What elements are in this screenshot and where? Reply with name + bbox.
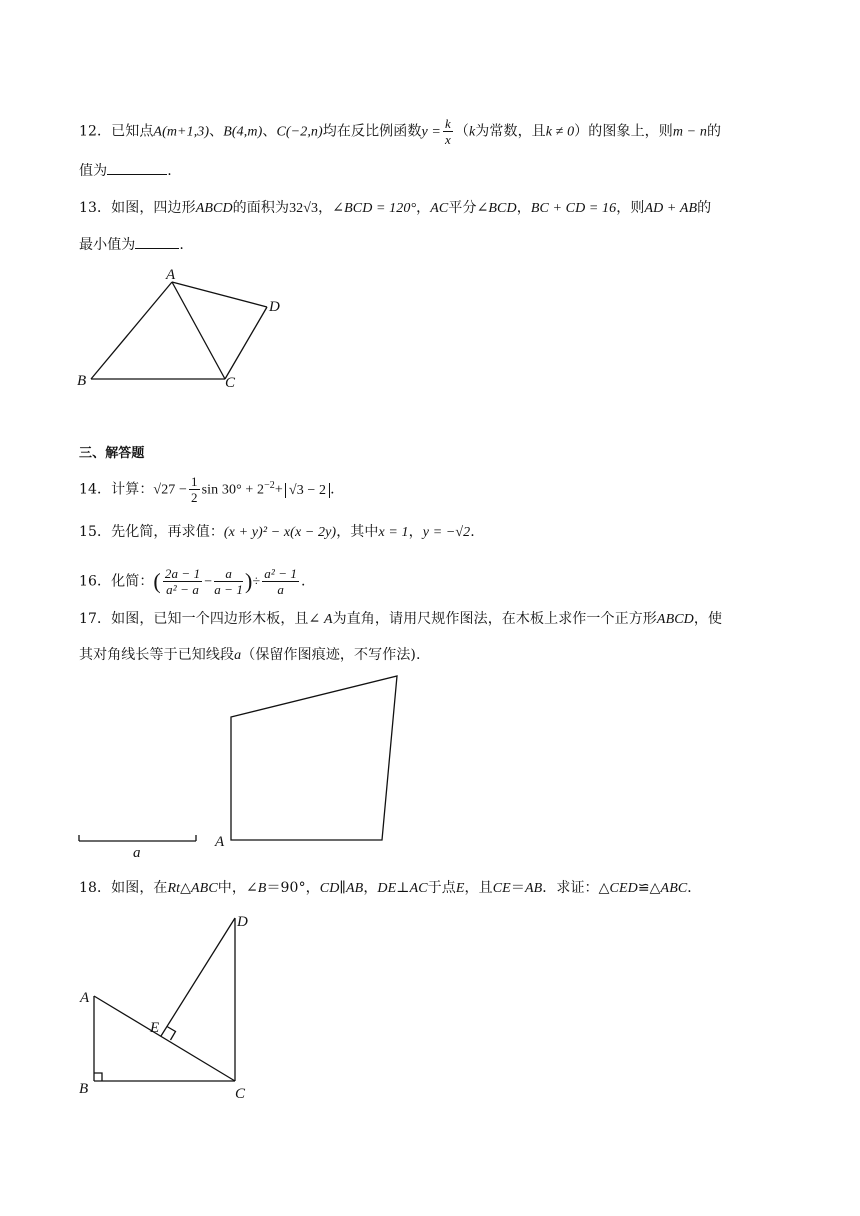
q12-text: 值为 xyxy=(79,163,108,179)
q18-ced: CED xyxy=(609,881,638,896)
section-heading: 三、解答题 xyxy=(79,446,145,461)
q12-line2 xyxy=(79,160,172,182)
q12-text: . xyxy=(167,163,172,179)
label-d: D xyxy=(237,914,248,930)
q12-text: （ xyxy=(454,123,469,140)
q16-f3-num: a² − 1 xyxy=(264,566,298,581)
q18-abc: ABC xyxy=(660,881,688,896)
q18-text: ＝ xyxy=(510,880,525,896)
q13-text: . xyxy=(179,237,184,253)
segment-ac xyxy=(94,996,235,1081)
label-segment-a: a xyxy=(133,845,141,860)
q16-text: 16．化简： xyxy=(79,573,154,590)
q17-text: 其对角线长等于已知线段 xyxy=(79,647,235,663)
q18-ac: AC xyxy=(409,881,428,896)
q13-text: ，则 xyxy=(616,200,645,216)
right-angle-mark-e xyxy=(167,1027,176,1041)
label-a: A xyxy=(215,834,225,850)
q13-text: 13．如图，四边形 xyxy=(79,200,196,216)
q18-text: ＝90°， xyxy=(266,880,320,896)
q18-cd: CD∥AB xyxy=(319,881,364,896)
segment-ac xyxy=(172,282,225,379)
q12-frac-den: x xyxy=(444,132,451,147)
q12-line1 xyxy=(79,116,721,147)
q18-text: ，且 xyxy=(464,880,493,896)
q12-point-c: C(−2,n) xyxy=(276,124,323,140)
q13-quad: ABCD xyxy=(195,201,233,216)
q18-ce: CE xyxy=(492,881,511,896)
q16-f1-num: 2a − 1 xyxy=(164,566,201,581)
q15-text: ， xyxy=(408,524,423,540)
q12-text: 的 xyxy=(706,123,722,140)
q14-text: . xyxy=(330,481,335,498)
q12-text: 为常数，且 xyxy=(475,123,546,140)
q12-k: k xyxy=(468,124,476,140)
q18-text: 18．如图，在 xyxy=(79,880,168,896)
q12-point-b: B(4,m) xyxy=(223,124,263,140)
q15-expression: (x + y)² − x(x − 2y) xyxy=(223,525,337,540)
label-d: D xyxy=(269,299,280,315)
q18-text: ， xyxy=(363,880,378,896)
label-c: C xyxy=(225,375,236,391)
right-paren: ) xyxy=(245,568,253,594)
q17-text: ，使 xyxy=(693,611,723,627)
q18-ab: AB xyxy=(524,881,543,896)
label-b: B xyxy=(79,1081,89,1097)
label-a: A xyxy=(80,990,90,1006)
segment-ab xyxy=(91,282,172,379)
q12-fraction xyxy=(443,116,453,147)
q16-minus: − xyxy=(204,574,213,590)
q16-f2-den: a − 1 xyxy=(214,582,244,597)
q17-text: 17．如图，已知一个四边形木板，且 xyxy=(79,611,309,627)
q14-fraction xyxy=(189,474,200,505)
q17-text: （保留作图痕迹，不写作法). xyxy=(241,647,421,663)
q15-text: ，其中 xyxy=(336,524,379,540)
q18-text: ⊥ xyxy=(396,880,410,896)
q18-text: ．求证：△ xyxy=(542,880,610,896)
label-b: B xyxy=(77,373,87,389)
q12-expression: m − n xyxy=(672,124,707,140)
q13-line1 xyxy=(79,197,711,220)
q18-text: ． xyxy=(687,880,702,896)
q13-figure xyxy=(70,262,300,392)
q15-text: . xyxy=(470,524,475,540)
q13-line2 xyxy=(79,234,184,256)
label-a: A xyxy=(166,267,176,283)
q15-x-value: x = 1 xyxy=(378,525,409,540)
q13-adab: AD + AB xyxy=(644,201,698,216)
q18-de: DE xyxy=(377,881,397,896)
q17-figure xyxy=(70,670,410,860)
segment-de xyxy=(161,918,235,1036)
label-e: E xyxy=(150,1020,160,1036)
q14-exponent: −2 xyxy=(264,479,275,491)
left-paren: ( xyxy=(153,568,161,594)
q12-point-a: A(m+1,3) xyxy=(153,124,210,140)
q15-y-value: y = −√2 xyxy=(422,525,471,540)
q18-text: 中， xyxy=(217,880,246,896)
q13-text: 最小值为 xyxy=(79,237,136,253)
q14-line xyxy=(79,474,335,505)
q17-line2 xyxy=(79,644,421,667)
q18-text: 于点 xyxy=(427,880,456,896)
q18-triangle: Rt△ABC xyxy=(167,881,218,896)
q18-line xyxy=(79,877,701,900)
q15-line xyxy=(79,521,475,544)
q16-fraction-3 xyxy=(262,566,299,597)
q13-text: 平分 xyxy=(448,200,477,216)
right-angle-mark-b xyxy=(94,1073,102,1081)
q16-line xyxy=(79,566,306,597)
q13-area: 32√3 xyxy=(289,201,319,216)
q18-angle-b: ∠B xyxy=(245,881,267,896)
quadrilateral-board xyxy=(231,676,397,840)
q16-text: . xyxy=(301,573,306,590)
q18-e: E xyxy=(455,881,465,896)
q13-text: ， xyxy=(318,200,333,216)
q12-text: 、 xyxy=(262,123,277,140)
q13-text: 的 xyxy=(697,200,712,216)
q12-text: 均在反比例函数 xyxy=(322,123,422,140)
q16-fraction-2 xyxy=(214,566,243,597)
q12-text: ）的图象上，则 xyxy=(574,123,673,140)
q13-text: ， xyxy=(516,200,531,216)
q13-text: 的面积为 xyxy=(232,200,290,216)
q13-ac: AC xyxy=(430,201,449,216)
q17-angle: ∠ A xyxy=(308,612,333,627)
segment-ad xyxy=(172,282,267,307)
q13-text: ， xyxy=(416,200,431,216)
q12-func-lhs: y = xyxy=(421,124,441,140)
q12-condition: k ≠ 0 xyxy=(545,124,575,140)
q12-text: 12．已知点 xyxy=(79,123,154,140)
q18-text: ≌△ xyxy=(637,880,661,896)
q16-f2-num: a xyxy=(214,566,243,582)
q17-square: ABCD xyxy=(656,612,694,627)
segment-dc xyxy=(225,307,267,379)
q14-frac-num: 1 xyxy=(191,474,198,489)
q14-frac-den: 2 xyxy=(191,490,198,505)
answer-blank[interactable] xyxy=(135,234,179,249)
q16-divide: ÷ xyxy=(252,574,261,590)
q14-text: 14．计算： xyxy=(79,481,154,498)
q16-f3-den: a xyxy=(277,582,284,597)
q17-text: 为直角，请用尺规作图法，在木板上求作一个正方形 xyxy=(332,611,657,627)
q12-text: 、 xyxy=(209,123,224,140)
q15-text: 15．先化简，再求值： xyxy=(79,524,224,540)
q14-abs xyxy=(285,483,330,498)
q16-fraction-1 xyxy=(163,566,202,597)
q14-sin: sin 30° + 2 xyxy=(201,482,265,498)
q14-root: √27 − xyxy=(153,482,188,498)
q13-sum: BC + CD = 16 xyxy=(530,201,617,216)
label-c: C xyxy=(235,1086,246,1100)
q16-f1-den: a² − a xyxy=(166,582,199,597)
q14-plus: + xyxy=(274,482,283,498)
q13-angle2: ∠BCD xyxy=(476,201,517,216)
q14-abs-content: √3 − 2 xyxy=(288,482,327,498)
q17-line1 xyxy=(79,608,722,631)
q12-frac-num: k xyxy=(444,116,451,131)
answer-blank[interactable] xyxy=(107,160,167,175)
q17-a: a xyxy=(234,648,242,663)
q13-angle: ∠BCD = 120° xyxy=(332,201,417,216)
q18-figure xyxy=(70,910,270,1100)
